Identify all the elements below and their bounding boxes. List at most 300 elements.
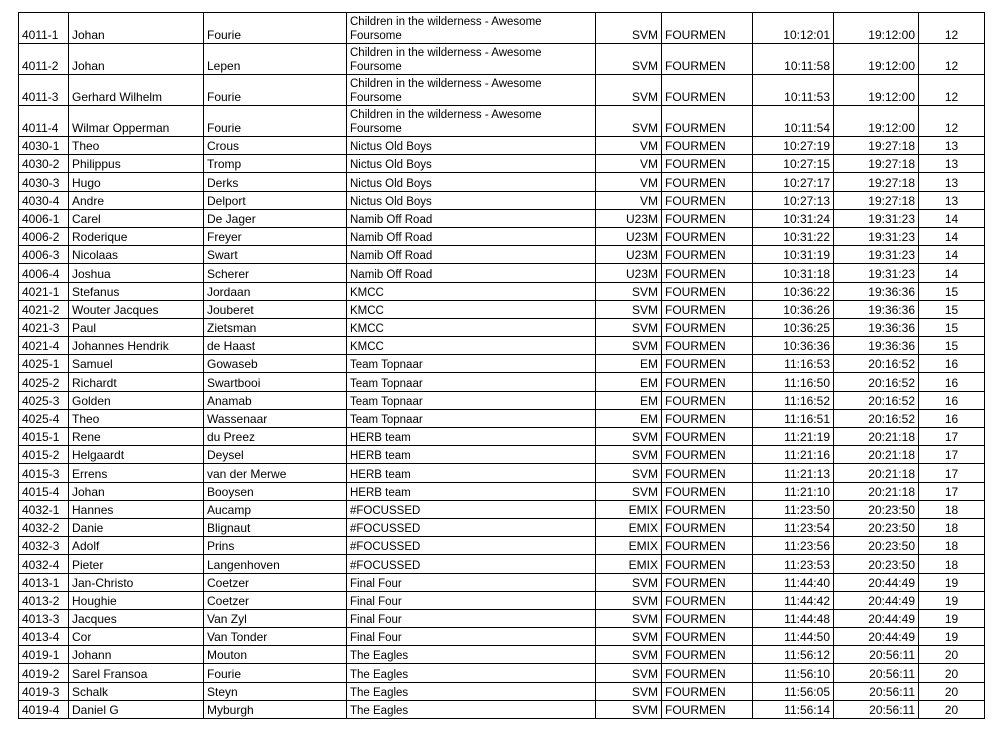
first-name-cell: Daniel G [69,700,204,718]
bib-cell: 4019-4 [19,700,69,718]
team-cell: Namib Off Road [347,209,596,227]
start-time-cell: 10:31:18 [753,264,834,282]
table-row [19,537,985,555]
first-name-cell: Theo [69,409,204,427]
first-name-cell: Joshua [69,264,204,282]
position-cell: 12 [919,106,985,137]
category-cell: EM [596,391,662,409]
table-row [19,391,985,409]
position-cell: 15 [919,300,985,318]
finish-time-cell: 19:36:36 [834,282,919,300]
category-cell: VM [596,137,662,155]
position-cell: 17 [919,428,985,446]
division-cell: FOURMEN [662,337,753,355]
team-cell: HERB team [347,464,596,482]
team-cell: Team Topnaar [347,391,596,409]
first-name-cell: Schalk [69,682,204,700]
first-name-cell: Johan [69,13,204,44]
position-cell: 20 [919,682,985,700]
table-row [19,282,985,300]
last-name-cell: Mouton [204,646,347,664]
team-cell: The Eagles [347,700,596,718]
division-cell: FOURMEN [662,409,753,427]
bib-cell: 4030-3 [19,173,69,191]
bib-cell: 4032-2 [19,518,69,536]
bib-cell: 4006-3 [19,246,69,264]
finish-time-cell: 19:36:36 [834,300,919,318]
bib-cell: 4025-3 [19,391,69,409]
division-cell: FOURMEN [662,373,753,391]
table-row [19,173,985,191]
last-name-cell: Steyn [204,682,347,700]
position-cell: 16 [919,373,985,391]
start-time-cell: 10:36:22 [753,282,834,300]
team-cell: Children in the wilderness - Awesome Foursome [347,75,596,106]
team-cell: #FOCUSSED [347,537,596,555]
first-name-cell: Stefanus [69,282,204,300]
team-cell: KMCC [347,318,596,336]
start-time-cell: 10:27:15 [753,155,834,173]
division-cell: FOURMEN [662,391,753,409]
start-time-cell: 10:12:01 [753,13,834,44]
bib-cell: 4015-4 [19,482,69,500]
category-cell: SVM [596,446,662,464]
last-name-cell: du Preez [204,428,347,446]
first-name-cell: Nicolaas [69,246,204,264]
start-time-cell: 11:44:40 [753,573,834,591]
last-name-cell: Derks [204,173,347,191]
finish-time-cell: 19:36:36 [834,318,919,336]
first-name-cell: Samuel [69,355,204,373]
position-cell: 18 [919,500,985,518]
first-name-cell: Errens [69,464,204,482]
start-time-cell: 11:21:19 [753,428,834,446]
start-time-cell: 10:11:53 [753,75,834,106]
division-cell: FOURMEN [662,191,753,209]
category-cell: EMIX [596,500,662,518]
finish-time-cell: 20:44:49 [834,591,919,609]
category-cell: EMIX [596,537,662,555]
table-row [19,646,985,664]
last-name-cell: Jouberet [204,300,347,318]
start-time-cell: 11:23:56 [753,537,834,555]
finish-time-cell: 20:44:49 [834,628,919,646]
position-cell: 17 [919,446,985,464]
start-time-cell: 11:56:12 [753,646,834,664]
division-cell: FOURMEN [662,573,753,591]
bib-cell: 4030-1 [19,137,69,155]
first-name-cell: Johann [69,646,204,664]
last-name-cell: Coetzer [204,591,347,609]
position-cell: 14 [919,209,985,227]
position-cell: 15 [919,318,985,336]
last-name-cell: Booysen [204,482,347,500]
first-name-cell: Johan [69,44,204,75]
position-cell: 15 [919,282,985,300]
finish-time-cell: 20:56:11 [834,682,919,700]
table-row [19,500,985,518]
division-cell: FOURMEN [662,500,753,518]
last-name-cell: Lepen [204,44,347,75]
last-name-cell: Swartbooi [204,373,347,391]
division-cell: FOURMEN [662,75,753,106]
table-row [19,264,985,282]
finish-time-cell: 20:21:18 [834,482,919,500]
bib-cell: 4015-3 [19,464,69,482]
division-cell: FOURMEN [662,246,753,264]
finish-time-cell: 19:12:00 [834,106,919,137]
last-name-cell: Scherer [204,264,347,282]
bib-cell: 4019-1 [19,646,69,664]
bib-cell: 4030-4 [19,191,69,209]
division-cell: FOURMEN [662,264,753,282]
division-cell: FOURMEN [662,446,753,464]
start-time-cell: 11:56:10 [753,664,834,682]
finish-time-cell: 19:27:18 [834,191,919,209]
last-name-cell: Jordaan [204,282,347,300]
team-cell: The Eagles [347,682,596,700]
division-cell: FOURMEN [662,227,753,245]
bib-cell: 4032-1 [19,500,69,518]
results-table [18,12,985,719]
position-cell: 20 [919,700,985,718]
start-time-cell: 10:27:13 [753,191,834,209]
table-row [19,300,985,318]
bib-cell: 4011-2 [19,44,69,75]
finish-time-cell: 19:12:00 [834,75,919,106]
position-cell: 16 [919,391,985,409]
table-row [19,446,985,464]
last-name-cell: Fourie [204,106,347,137]
table-row [19,664,985,682]
finish-time-cell: 19:12:00 [834,44,919,75]
start-time-cell: 11:56:14 [753,700,834,718]
category-cell: EM [596,409,662,427]
start-time-cell: 11:23:53 [753,555,834,573]
division-cell: FOURMEN [662,555,753,573]
team-cell: The Eagles [347,646,596,664]
finish-time-cell: 19:27:18 [834,155,919,173]
division-cell: FOURMEN [662,282,753,300]
table-row [19,482,985,500]
team-cell: KMCC [347,300,596,318]
bib-cell: 4030-2 [19,155,69,173]
division-cell: FOURMEN [662,155,753,173]
last-name-cell: Fourie [204,664,347,682]
team-cell: KMCC [347,337,596,355]
table-row [19,682,985,700]
division-cell: FOURMEN [662,628,753,646]
team-cell: Team Topnaar [347,373,596,391]
last-name-cell: van der Merwe [204,464,347,482]
position-cell: 17 [919,464,985,482]
division-cell: FOURMEN [662,682,753,700]
start-time-cell: 10:36:26 [753,300,834,318]
bib-cell: 4013-4 [19,628,69,646]
first-name-cell: Sarel Fransoa [69,664,204,682]
team-cell: #FOCUSSED [347,518,596,536]
last-name-cell: Langenhoven [204,555,347,573]
bib-cell: 4006-2 [19,227,69,245]
table-row [19,137,985,155]
bib-cell: 4015-1 [19,428,69,446]
last-name-cell: Blignaut [204,518,347,536]
last-name-cell: Coetzer [204,573,347,591]
bib-cell: 4021-3 [19,318,69,336]
position-cell: 12 [919,13,985,44]
team-cell: Children in the wilderness - Awesome Foursome [347,13,596,44]
team-cell: Nictus Old Boys [347,173,596,191]
table-row [19,518,985,536]
last-name-cell: Van Tonder [204,628,347,646]
finish-time-cell: 19:27:18 [834,137,919,155]
position-cell: 14 [919,264,985,282]
position-cell: 20 [919,664,985,682]
team-cell: Final Four [347,573,596,591]
bib-cell: 4019-2 [19,664,69,682]
category-cell: U23M [596,209,662,227]
first-name-cell: Helgaardt [69,446,204,464]
category-cell: SVM [596,318,662,336]
position-cell: 19 [919,628,985,646]
finish-time-cell: 19:31:23 [834,264,919,282]
team-cell: Team Topnaar [347,355,596,373]
bib-cell: 4013-2 [19,591,69,609]
division-cell: FOURMEN [662,13,753,44]
team-cell: HERB team [347,482,596,500]
position-cell: 12 [919,44,985,75]
first-name-cell: Carel [69,209,204,227]
last-name-cell: Wassenaar [204,409,347,427]
bib-cell: 4013-3 [19,609,69,627]
start-time-cell: 11:21:16 [753,446,834,464]
start-time-cell: 11:23:50 [753,500,834,518]
category-cell: SVM [596,106,662,137]
team-cell: Nictus Old Boys [347,191,596,209]
team-cell: HERB team [347,428,596,446]
last-name-cell: De Jager [204,209,347,227]
start-time-cell: 10:31:22 [753,227,834,245]
last-name-cell: Swart [204,246,347,264]
category-cell: SVM [596,646,662,664]
first-name-cell: Houghie [69,591,204,609]
last-name-cell: Aucamp [204,500,347,518]
first-name-cell: Rene [69,428,204,446]
position-cell: 18 [919,537,985,555]
first-name-cell: Richardt [69,373,204,391]
start-time-cell: 10:36:36 [753,337,834,355]
bib-cell: 4025-1 [19,355,69,373]
bib-cell: 4011-3 [19,75,69,106]
division-cell: FOURMEN [662,318,753,336]
first-name-cell: Theo [69,137,204,155]
start-time-cell: 11:44:48 [753,609,834,627]
finish-time-cell: 19:31:23 [834,246,919,264]
finish-time-cell: 19:36:36 [834,337,919,355]
division-cell: FOURMEN [662,609,753,627]
division-cell: FOURMEN [662,355,753,373]
first-name-cell: Adolf [69,537,204,555]
first-name-cell: Johan [69,482,204,500]
table-row [19,591,985,609]
first-name-cell: Paul [69,318,204,336]
first-name-cell: Wilmar Opperman [69,106,204,137]
position-cell: 13 [919,155,985,173]
first-name-cell: Wouter Jacques [69,300,204,318]
bib-cell: 4011-4 [19,106,69,137]
first-name-cell: Golden [69,391,204,409]
table-row [19,246,985,264]
finish-time-cell: 19:31:23 [834,209,919,227]
position-cell: 14 [919,246,985,264]
category-cell: SVM [596,300,662,318]
division-cell: FOURMEN [662,428,753,446]
start-time-cell: 11:56:05 [753,682,834,700]
finish-time-cell: 20:16:52 [834,373,919,391]
table-row [19,75,985,106]
category-cell: EM [596,355,662,373]
finish-time-cell: 20:56:11 [834,646,919,664]
position-cell: 17 [919,482,985,500]
bib-cell: 4011-1 [19,13,69,44]
team-cell: Team Topnaar [347,409,596,427]
category-cell: SVM [596,664,662,682]
division-cell: FOURMEN [662,300,753,318]
team-cell: Namib Off Road [347,246,596,264]
finish-time-cell: 20:16:52 [834,355,919,373]
position-cell: 20 [919,646,985,664]
start-time-cell: 10:31:19 [753,246,834,264]
bib-cell: 4015-2 [19,446,69,464]
last-name-cell: Myburgh [204,700,347,718]
last-name-cell: Van Zyl [204,609,347,627]
position-cell: 18 [919,518,985,536]
finish-time-cell: 20:21:18 [834,428,919,446]
finish-time-cell: 20:21:18 [834,446,919,464]
position-cell: 19 [919,609,985,627]
start-time-cell: 10:27:17 [753,173,834,191]
team-cell: Nictus Old Boys [347,155,596,173]
team-cell: Namib Off Road [347,227,596,245]
position-cell: 14 [919,227,985,245]
table-row [19,106,985,137]
table-row [19,555,985,573]
table-row [19,409,985,427]
finish-time-cell: 20:16:52 [834,391,919,409]
category-cell: VM [596,155,662,173]
first-name-cell: Hannes [69,500,204,518]
bib-cell: 4032-3 [19,537,69,555]
table-row [19,318,985,336]
table-row [19,373,985,391]
team-cell: HERB team [347,446,596,464]
start-time-cell: 11:44:42 [753,591,834,609]
team-cell: Nictus Old Boys [347,137,596,155]
team-cell: Final Four [347,628,596,646]
finish-time-cell: 20:16:52 [834,409,919,427]
team-cell: Final Four [347,609,596,627]
table-row [19,191,985,209]
division-cell: FOURMEN [662,464,753,482]
first-name-cell: Philippus [69,155,204,173]
table-row [19,13,985,44]
last-name-cell: Fourie [204,75,347,106]
first-name-cell: Jacques [69,609,204,627]
position-cell: 18 [919,555,985,573]
division-cell: FOURMEN [662,537,753,555]
first-name-cell: Cor [69,628,204,646]
division-cell: FOURMEN [662,518,753,536]
first-name-cell: Johannes Hendrik [69,337,204,355]
position-cell: 19 [919,591,985,609]
division-cell: FOURMEN [662,482,753,500]
first-name-cell: Pieter [69,555,204,573]
division-cell: FOURMEN [662,646,753,664]
first-name-cell: Jan-Christo [69,573,204,591]
table-row [19,428,985,446]
category-cell: SVM [596,13,662,44]
category-cell: U23M [596,227,662,245]
finish-time-cell: 20:44:49 [834,609,919,627]
team-cell: KMCC [347,282,596,300]
category-cell: SVM [596,337,662,355]
table-row [19,337,985,355]
bib-cell: 4021-1 [19,282,69,300]
bib-cell: 4021-4 [19,337,69,355]
last-name-cell: Anamab [204,391,347,409]
position-cell: 16 [919,355,985,373]
team-cell: Namib Off Road [347,264,596,282]
finish-time-cell: 20:56:11 [834,664,919,682]
division-cell: FOURMEN [662,664,753,682]
finish-time-cell: 20:56:11 [834,700,919,718]
division-cell: FOURMEN [662,106,753,137]
first-name-cell: Andre [69,191,204,209]
position-cell: 13 [919,191,985,209]
position-cell: 15 [919,337,985,355]
table-row [19,700,985,718]
category-cell: SVM [596,44,662,75]
bib-cell: 4032-4 [19,555,69,573]
table-row [19,227,985,245]
bib-cell: 4006-4 [19,264,69,282]
category-cell: U23M [596,246,662,264]
division-cell: FOURMEN [662,44,753,75]
finish-time-cell: 20:44:49 [834,573,919,591]
position-cell: 19 [919,573,985,591]
bib-cell: 4025-4 [19,409,69,427]
position-cell: 16 [919,409,985,427]
division-cell: FOURMEN [662,137,753,155]
start-time-cell: 11:16:50 [753,373,834,391]
last-name-cell: Prins [204,537,347,555]
start-time-cell: 11:16:53 [753,355,834,373]
category-cell: SVM [596,573,662,591]
division-cell: FOURMEN [662,209,753,227]
bib-cell: 4006-1 [19,209,69,227]
table-row [19,155,985,173]
first-name-cell: Hugo [69,173,204,191]
start-time-cell: 11:44:50 [753,628,834,646]
last-name-cell: Deysel [204,446,347,464]
team-cell: Final Four [347,591,596,609]
first-name-cell: Danie [69,518,204,536]
finish-time-cell: 20:23:50 [834,537,919,555]
finish-time-cell: 19:12:00 [834,13,919,44]
start-time-cell: 10:36:25 [753,318,834,336]
category-cell: SVM [596,282,662,300]
category-cell: SVM [596,428,662,446]
